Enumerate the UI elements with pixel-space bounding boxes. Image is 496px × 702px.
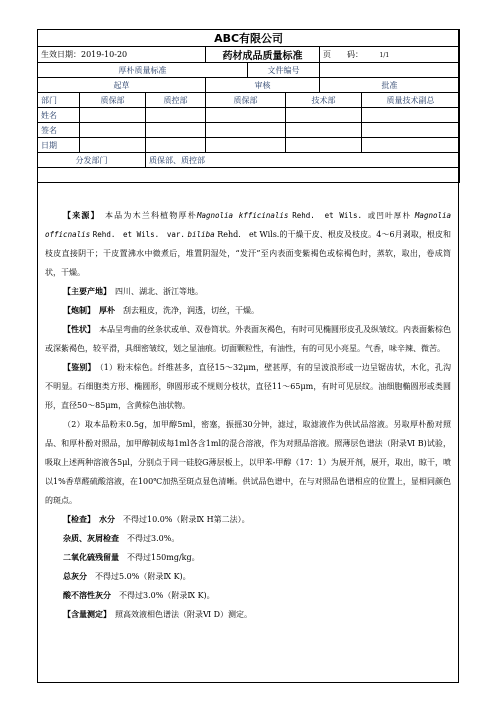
section-identification bbox=[45, 358, 451, 415]
ash-text: 不得过3.0%。 bbox=[127, 534, 180, 543]
processing-subject: 厚朴 bbox=[99, 306, 115, 315]
section-origin bbox=[45, 282, 451, 301]
section-assay bbox=[45, 605, 451, 624]
date-cell bbox=[206, 138, 286, 153]
inspection-acid-ash bbox=[45, 586, 451, 605]
dept-label: 部门 bbox=[38, 93, 80, 108]
source-text-2: Rehd. et Wils. 或凹叶厚朴 bbox=[292, 211, 412, 220]
name-label: 姓名 bbox=[38, 108, 80, 123]
source-latin-1: Magnolia kfficinalis bbox=[196, 211, 289, 220]
identification-label: 【鉴别】 bbox=[63, 363, 92, 372]
character-text: 本品呈弯曲的丝条状或单、双卷筒状。外表面灰褐色，有时可见椭圆形皮孔及纵皱纹。内表面紫棕色或深紫褐色，较平滑，具细密皱纹，划之显油痕。切面颗粒性，有油性，有的可见小亮星。气香，味辛辣、微苦。 bbox=[45, 325, 451, 353]
spacer-row bbox=[38, 168, 460, 183]
company-name: ABC有限公司 bbox=[38, 30, 460, 47]
inspection-so2 bbox=[45, 548, 451, 567]
section-character bbox=[45, 320, 451, 358]
dept-review-1: 质控部 bbox=[146, 93, 206, 108]
so2-label: 二氧化硫残留量 bbox=[63, 553, 119, 562]
document-body bbox=[45, 206, 459, 624]
effective-date: 生效日期：2019-10-20 bbox=[38, 47, 206, 63]
page-number bbox=[320, 47, 460, 63]
sign-cell bbox=[362, 123, 460, 138]
source-latin-2: Magnolia officnalis bbox=[45, 211, 459, 239]
inspection-total-ash bbox=[45, 567, 451, 586]
document-header-table bbox=[37, 29, 460, 183]
page-value: 1/1 bbox=[379, 52, 390, 59]
water-text: 不得过10.0%（附录Ⅸ H第二法）。 bbox=[123, 515, 250, 524]
sign-cell bbox=[286, 123, 362, 138]
draft-header: 起草 bbox=[38, 78, 206, 93]
identification-paragraph-2: （2）取本品粉末0.5g，加甲醇5ml，密塞，振摇30分钟，滤过，取滤液作为供试品溶液。另取厚朴酚对照品、和厚朴酚对照品，加甲醇制成每1ml各含1ml的混合溶液，作为对照品溶液。照薄层色谱法（附录Ⅵ B)试验，吸取上述两种溶液各5μl，分别点于同一硅胶G薄层板上，以甲苯-甲醇（17：1）为展开剂，展开，取出，晾干，喷以1%香草醛硫酸溶液，在100℃加热至斑点显色清晰。供试品色谱中，在与对照品色谱相应的位置上，显相同颜色的斑点。 bbox=[45, 420, 451, 505]
acid-ash-text: 不得过3.0%（附录Ⅸ K)。 bbox=[119, 591, 215, 600]
page-label: 页 码： bbox=[323, 50, 363, 59]
assay-label: 【含量测定】 bbox=[63, 610, 107, 619]
date-label: 日期 bbox=[38, 138, 80, 153]
water-label: 水分 bbox=[99, 515, 115, 524]
sign-cell bbox=[80, 123, 146, 138]
sign-label: 签名 bbox=[38, 123, 80, 138]
processing-text: 刮去粗皮，洗净，润透，切丝，干燥。 bbox=[123, 306, 259, 315]
distribution-value: 质保部、质控部 bbox=[146, 153, 460, 168]
name-cell bbox=[80, 108, 146, 123]
source-text-1: 本品为木兰科植物厚朴 bbox=[104, 211, 197, 220]
source-label: 【来源】 bbox=[63, 211, 96, 220]
name-cell bbox=[146, 108, 206, 123]
dept-review-2: 质保部 bbox=[206, 93, 286, 108]
origin-label: 【主要产地】 bbox=[63, 287, 107, 296]
sign-cell bbox=[146, 123, 206, 138]
review-header: 审核 bbox=[206, 78, 320, 93]
inspection-ash bbox=[45, 529, 451, 548]
name-cell bbox=[206, 108, 286, 123]
acid-ash-label: 酸不溶性灰分 bbox=[63, 591, 111, 600]
name-cell bbox=[362, 108, 460, 123]
ash-label: 杂质、灰屑检查 bbox=[63, 534, 119, 543]
section-source bbox=[45, 206, 459, 282]
dept-approve: 质量技术副总 bbox=[362, 93, 460, 108]
dept-draft: 质保部 bbox=[80, 93, 146, 108]
identification-text-1: （1）粉末棕色。纤维甚多，直径15～32μm，壁甚厚，有的呈波浪形或一边呈锯齿状，木化，孔沟不明显。石细胞类方形、椭圆形，卵圆形或不规则分枝状，直径11～65μm，有时可见层纹。油细胞椭圆形或类圆形，直径50～85μm，含黄棕色油状物。 bbox=[45, 363, 452, 410]
inspection-label: 【检查】 bbox=[63, 515, 91, 524]
file-number-label: 文件编号 bbox=[248, 63, 320, 78]
source-text-3: Rehd. et Wils. var. bbox=[92, 230, 185, 239]
sign-cell bbox=[206, 123, 286, 138]
character-label: 【性状】 bbox=[63, 325, 91, 334]
name-cell bbox=[286, 108, 362, 123]
file-number-value bbox=[320, 63, 460, 78]
date-cell bbox=[146, 138, 206, 153]
source-text-4: Rehd. et Wils.的干燥干皮、根皮及枝皮。4～6月剥取，根皮和枝皮直接阴干；干皮置沸水中微煮后，堆置阴湿处，“发汗”至内表面变紫褐色或棕褐色时，蒸软，取出，卷成筒状，干燥。 bbox=[45, 230, 452, 277]
so2-text: 不得过150mg/kg。 bbox=[127, 553, 200, 562]
total-ash-text: 不得过5.0%（附录Ⅸ K)。 bbox=[95, 572, 191, 581]
distribution-label: 分发部门 bbox=[38, 153, 146, 168]
approve-header: 批准 bbox=[320, 78, 460, 93]
source-latin-3: biliba bbox=[187, 230, 215, 239]
section-processing bbox=[45, 301, 451, 320]
dept-review-3: 技术部 bbox=[286, 93, 362, 108]
document-title: 药材成品质量标准 bbox=[206, 47, 320, 63]
total-ash-label: 总灰分 bbox=[63, 572, 87, 581]
date-cell bbox=[362, 138, 460, 153]
date-cell bbox=[80, 138, 146, 153]
processing-label: 【炮制】 bbox=[63, 306, 91, 315]
origin-text: 四川、湖北、浙江等地。 bbox=[115, 287, 203, 296]
standard-name: 厚朴质量标准 bbox=[38, 63, 248, 78]
assay-text: 照高效液相色谱法（附录Ⅵ D）测定。 bbox=[115, 610, 253, 619]
section-inspection bbox=[45, 510, 451, 529]
date-cell bbox=[286, 138, 362, 153]
